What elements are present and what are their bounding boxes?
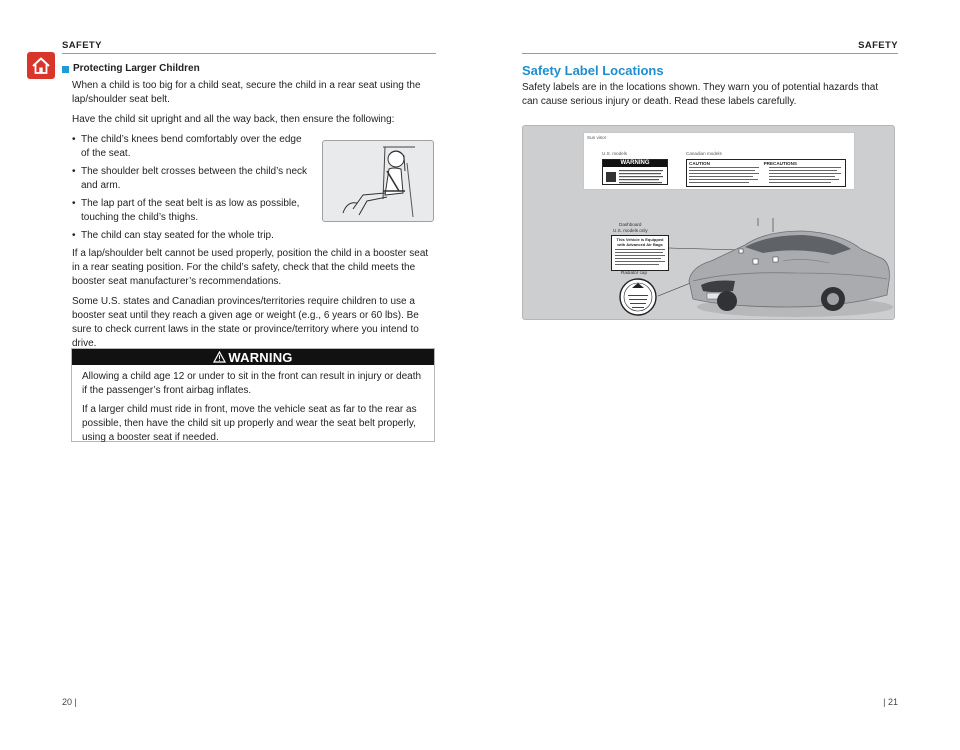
canadian-models-caption: Canadian models (686, 151, 722, 156)
page-header-right: SAFETY (858, 40, 898, 51)
caution-heading: CAUTION (689, 161, 710, 166)
section-heading (62, 62, 438, 76)
safety-label-locations-figure (522, 125, 895, 320)
page-header-left: SAFETY (62, 40, 102, 51)
section-title: Protecting Larger Children (73, 63, 200, 74)
laws-paragraph: Some U.S. states and Canadian provinces/territories require children to use a booster seat until they reach a given age or weight (e.g., 6 years or 60 lbs). Be sure to check current laws in the state or province/territory where you intend to drive. (72, 296, 419, 349)
home-button[interactable] (27, 52, 55, 79)
home-icon (31, 56, 51, 75)
precautions-heading: PRECAUTIONS (763, 161, 797, 166)
list-item: • The shoulder belt crosses between the child’s neck and arm. (72, 165, 308, 193)
warning-triangle-icon (213, 351, 226, 363)
sun-visor-caption: Sun visor (587, 135, 607, 140)
list-item: • The lap part of the seat belt is as low as possible, touching the child’s thighs. (72, 197, 308, 225)
header-rule-left (62, 53, 436, 54)
header-rule-right (522, 53, 898, 54)
dashboard-caption: Dashboard (619, 222, 642, 227)
page-number-left: 20 | (62, 697, 77, 707)
us-models-caption: U.S. models (602, 151, 628, 156)
warning-box (71, 348, 435, 442)
intro-paragraph: When a child is too big for a child seat, secure the child in a rear seat using the lap/shoulder seat belt. (72, 80, 421, 105)
booster-paragraph: If a lap/shoulder belt cannot be used properly, position the child in a booster seat in a rear seating position. For the child’s safety, check that the child meets the booster seat manufacturer’s recommendations. (72, 248, 429, 287)
dashboard-sticker-heading: This Vehicle is Equipped with Advanced Air Bags (616, 237, 664, 247)
us-models-only-caption: U.S. models only (613, 228, 648, 233)
child-seat-belt-illustration (322, 140, 434, 222)
section-marker-icon (62, 66, 69, 73)
warning-paragraph: If a larger child must ride in front, move the vehicle seat as far to the rear as possible, then have the child sit up properly and wear the seat belt properly, using a booster seat if needed. (82, 404, 417, 443)
page-number-right: | 21 (883, 697, 898, 707)
warning-paragraph: Allowing a child age 12 or under to sit in the front can result in injury or death if the passenger’s front airbag inflates. (82, 371, 422, 396)
car-illustration (683, 221, 893, 319)
list-item: • The child can stay seated for the whole trip. (72, 229, 308, 243)
ensure-paragraph: Have the child sit upright and all the way back, then ensure the following: (72, 114, 395, 125)
radiator-cap-caption: Radiator cap (621, 270, 648, 275)
checklist (72, 133, 308, 243)
us-sticker-heading: WARNING (603, 160, 667, 167)
warning-label: WARNING (228, 349, 293, 365)
list-item: • The child’s knees bend comfortably over the edge of the seat. (72, 133, 308, 161)
right-intro-paragraph: Safety labels are in the locations shown. They warn you of potential hazards that can cause serious injury or death. Read these labels carefully. (522, 82, 879, 107)
warning-body (72, 365, 434, 445)
page-title: Safety Label Locations (522, 63, 664, 78)
warning-banner (72, 349, 434, 365)
